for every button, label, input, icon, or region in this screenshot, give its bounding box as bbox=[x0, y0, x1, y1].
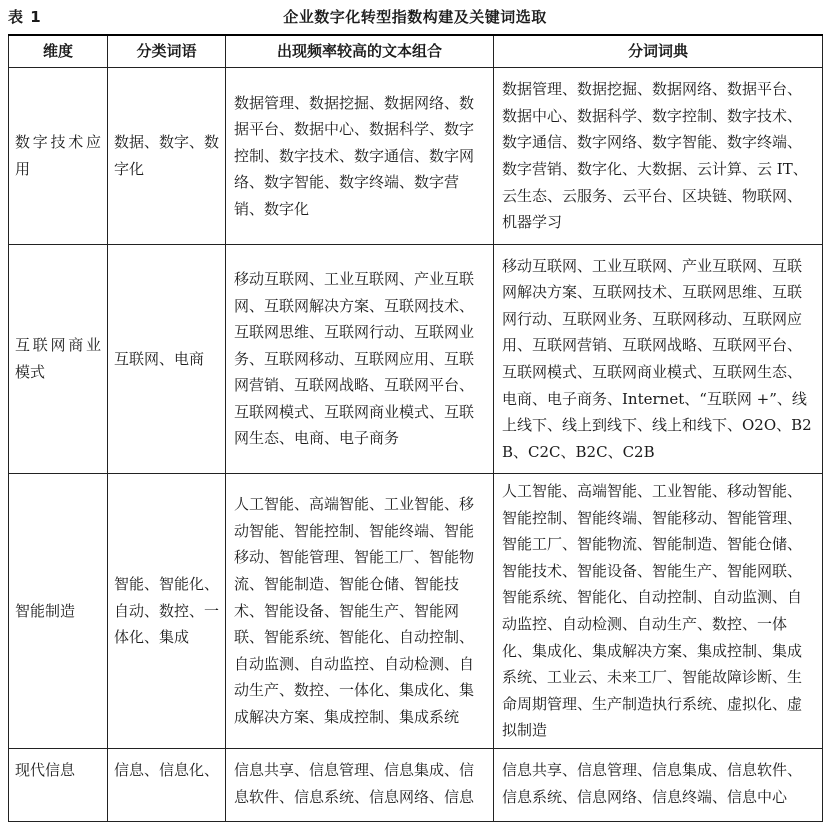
table-caption bbox=[0, 0, 830, 34]
table-row bbox=[9, 474, 823, 749]
dictionary-cell: 移动互联网、工业互联网、产业互联网、互联网解决方案、互联网技术、互联网思维、互联网行动、互联网业务、互联网移动、互联网应用、互联网营销、互联网战略、互联网平台、互联网模式、互联网商业模式、互联网生态、电商、电子商务、Internet、“互联网 +”、线上线下、线上到线下、线上和线下、O2O、B2B、C2C、B2C、C2B bbox=[494, 245, 823, 474]
category-cell: 信息、信息化、 bbox=[108, 748, 226, 821]
category-cell: 智能、智能化、自动、数控、一体化、集成 bbox=[108, 474, 226, 749]
combos-cell: 数据管理、数据挖掘、数据网络、数据平台、数据中心、数据科学、数字控制、数字技术、数字通信、数字网络、数字智能、数字终端、数字营销、数字化 bbox=[226, 68, 494, 245]
category-cell: 数据、数字、数字化 bbox=[108, 68, 226, 245]
table-number: 表 1 bbox=[8, 8, 42, 26]
table-row bbox=[9, 245, 823, 474]
dimension-cell: 智能制造 bbox=[9, 474, 108, 749]
table-row bbox=[9, 68, 823, 245]
category-cell: 互联网、电商 bbox=[108, 245, 226, 474]
dictionary-cell: 数据管理、数据挖掘、数据网络、数据平台、数据中心、数据科学、数字控制、数字技术、数字通信、数字网络、数字智能、数字终端、数字营销、数字化、大数据、云计算、云 IT、云生态、云服务、云平台、区块链、物联网、机器学习 bbox=[494, 68, 823, 245]
dimension-cell: 现代信息 bbox=[9, 748, 108, 821]
dictionary-cell: 人工智能、高端智能、工业智能、移动智能、智能控制、智能终端、智能移动、智能管理、智能工厂、智能物流、智能制造、智能仓储、智能技术、智能设备、智能生产、智能网联、智能系统、智能化、自动控制、自动监测、自动监控、自动检测、自动生产、数控、一体化、集成化、集成解决方案、集成控制、集成系统、工业云、未来工厂、智能故障诊断、生命周期管理、生产制造执行系统、虚拟化、虚拟制造 bbox=[494, 474, 823, 749]
table-title: 企业数字化转型指数构建及关键词选取 bbox=[283, 8, 547, 26]
combos-cell: 人工智能、高端智能、工业智能、移动智能、智能控制、智能终端、智能移动、智能管理、智能工厂、智能物流、智能制造、智能仓储、智能技术、智能设备、智能生产、智能网联、智能系统、智能化、自动控制、自动监测、自动监控、自动检测、自动生产、数控、一体化、集成化、集成解决方案、集成控制、集成系统 bbox=[226, 474, 494, 749]
header-dimension: 维度 bbox=[9, 35, 108, 68]
header-combos: 出现频率较高的文本组合 bbox=[226, 35, 494, 68]
dimension-cell: 互联网商业模式 bbox=[9, 245, 108, 474]
combos-cell: 移动互联网、工业互联网、产业互联网、互联网解决方案、互联网技术、互联网思维、互联网行动、互联网业务、互联网移动、互联网应用、互联网营销、互联网战略、互联网平台、互联网模式、互联网商业模式、互联网生态、电商、电子商务 bbox=[226, 245, 494, 474]
header-dictionary: 分词词典 bbox=[494, 35, 823, 68]
dimension-cell: 数字技术应用 bbox=[9, 68, 108, 245]
header-category: 分类词语 bbox=[108, 35, 226, 68]
table-row bbox=[9, 748, 823, 821]
combos-cell: 信息共享、信息管理、信息集成、信息软件、信息系统、信息网络、信息 bbox=[226, 748, 494, 821]
header-row bbox=[9, 35, 823, 68]
keyword-table bbox=[8, 34, 823, 822]
dictionary-cell: 信息共享、信息管理、信息集成、信息软件、信息系统、信息网络、信息终端、信息中心 bbox=[494, 748, 823, 821]
